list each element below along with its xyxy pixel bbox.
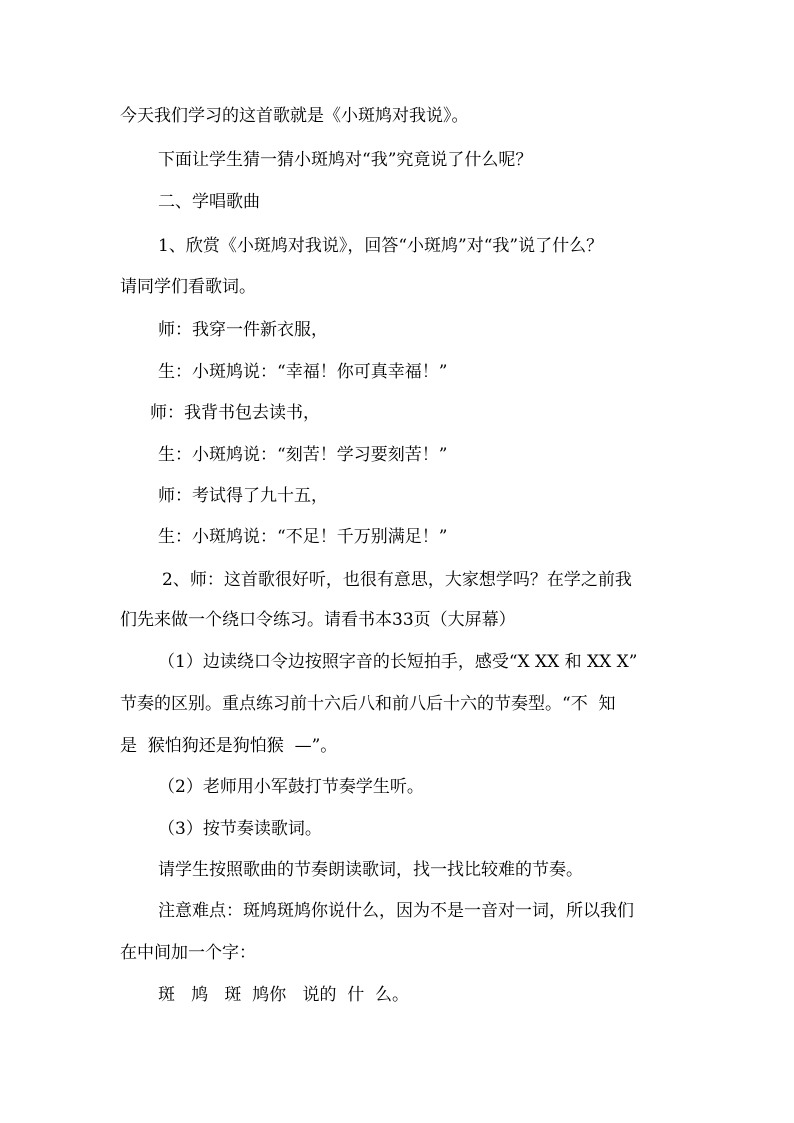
text-line: 在中间加一个字：	[120, 943, 256, 963]
text-line: （3）按节奏读歌词。	[158, 819, 322, 839]
lyric-line: 师：我穿一件新衣服，	[158, 320, 328, 340]
text-line: 请学生按照歌曲的节奏朗读歌词，找一找比较难的节奏。	[158, 860, 583, 880]
lyric-line: 师：考试得了九十五，	[158, 486, 328, 506]
lyric-line: 生：小斑鸠说：“幸福！你可真幸福！”	[158, 362, 448, 382]
text-line: 下面让学生猜一猜小斑鸠对“我”究竟说了什么呢？	[158, 150, 533, 170]
lyric-line: 生：小斑鸠说：“刻苦！学习要刻苦！”	[158, 445, 448, 465]
text-line: 2、师：这首歌很好听，也很有意思，大家想学吗？在学之前我	[162, 570, 632, 590]
text-line: 斑 鸠 斑 鸠你 说的 什 么。	[158, 985, 410, 1005]
text-line: 节奏的区别。重点练习前十六后八和前八后十六的节奏型。“不 知	[120, 694, 616, 714]
lyric-line: 师：我背书包去读书，	[150, 403, 320, 423]
text-line: 是 猴怕狗还是狗怕猴 —”。	[120, 736, 338, 756]
text-line: 请同学们看歌词。	[120, 277, 256, 297]
lyric-line: 生：小斑鸠说：“不足！千万别满足！”	[158, 527, 448, 547]
text-line: （1）边读绕口令边按照字音的长短拍手，感受“X XX 和 XX X”	[158, 652, 638, 672]
text-line: 们先来做一个绕口令练习。请看书本33页（大屏幕）	[120, 610, 516, 630]
section-heading: 二、学唱歌曲	[158, 192, 260, 212]
text-line: 今天我们学习的这首歌就是《小斑鸠对我说》。	[120, 106, 469, 126]
text-line: （2）老师用小军鼓打节奏学生听。	[158, 777, 424, 797]
text-line: 1、欣赏《小斑鸠对我说》，回答“小斑鸠”对“我”说了什么？	[158, 236, 604, 256]
text-line: 注意难点：斑鸠斑鸠你说什么，因为不是一音对一词，所以我们	[158, 901, 634, 921]
